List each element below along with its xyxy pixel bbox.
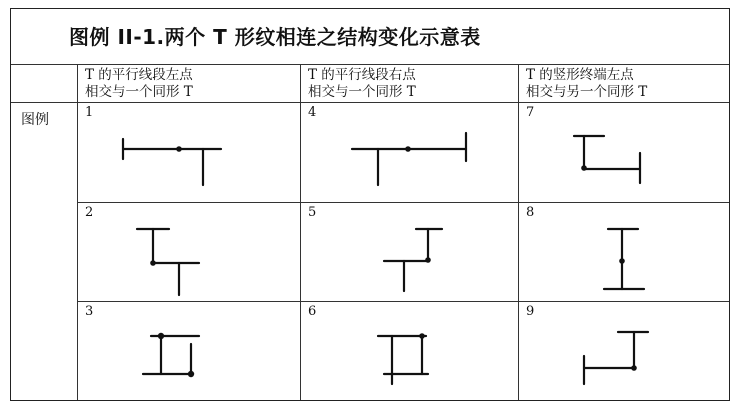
t-figure-8: [522, 205, 728, 299]
figure-number: 4: [308, 105, 317, 120]
figure-number: 5: [308, 205, 317, 220]
column-header-2: [308, 67, 416, 101]
grid-line-title: [11, 64, 729, 65]
grid-line-row-1: [77, 202, 729, 203]
cell-figure-8: [522, 205, 728, 299]
column-header-3-line-1: T 的竖形终端左点: [526, 67, 634, 83]
figure-number: 1: [85, 105, 94, 120]
t-figure-9: [522, 304, 728, 399]
structure-table: [10, 8, 730, 401]
figure-number: 8: [526, 205, 535, 220]
page-title: 图例 II-1.两个 T 形纹相连之结构变化示意表: [69, 25, 481, 49]
t-figure-7: [522, 105, 728, 201]
column-header-3: [526, 67, 647, 101]
figure-number: 7: [526, 105, 535, 120]
column-header-1-line-2: 相交与一个同形 T: [85, 84, 193, 100]
cell-figure-9: [522, 304, 728, 399]
grid-line-header: [11, 102, 729, 103]
cell-figure-5: [304, 205, 516, 299]
column-header-2-line-2: 相交与一个同形 T: [308, 84, 416, 100]
cell-figure-2: [81, 205, 299, 299]
t-figure-2: [81, 205, 299, 299]
figure-number: 9: [526, 304, 535, 319]
t-figure-6: [304, 304, 516, 399]
figure-number: 2: [85, 205, 94, 220]
t-figure-4: [304, 105, 516, 201]
cell-figure-6: [304, 304, 516, 399]
column-header-2-line-1: T 的平行线段右点: [308, 67, 416, 83]
cell-figure-1: [81, 105, 299, 201]
cell-figure-7: [522, 105, 728, 201]
grid-line-col-2: [518, 64, 519, 400]
t-figure-1: [81, 105, 299, 201]
cell-figure-3: [81, 304, 299, 399]
grid-line-row-2: [77, 301, 729, 302]
t-figure-3: [81, 304, 299, 399]
grid-line-col-0: [77, 64, 78, 400]
column-header-1-line-1: T 的平行线段左点: [85, 67, 193, 83]
cell-figure-4: [304, 105, 516, 201]
grid-line-col-1: [300, 64, 301, 400]
column-header-3-line-2: 相交与另一个同形 T: [526, 84, 648, 100]
column-header-1: [85, 67, 193, 101]
figure-number: 3: [85, 304, 94, 319]
t-figure-5: [304, 205, 516, 299]
row-header: 图例: [21, 112, 49, 128]
figure-number: 6: [308, 304, 317, 319]
